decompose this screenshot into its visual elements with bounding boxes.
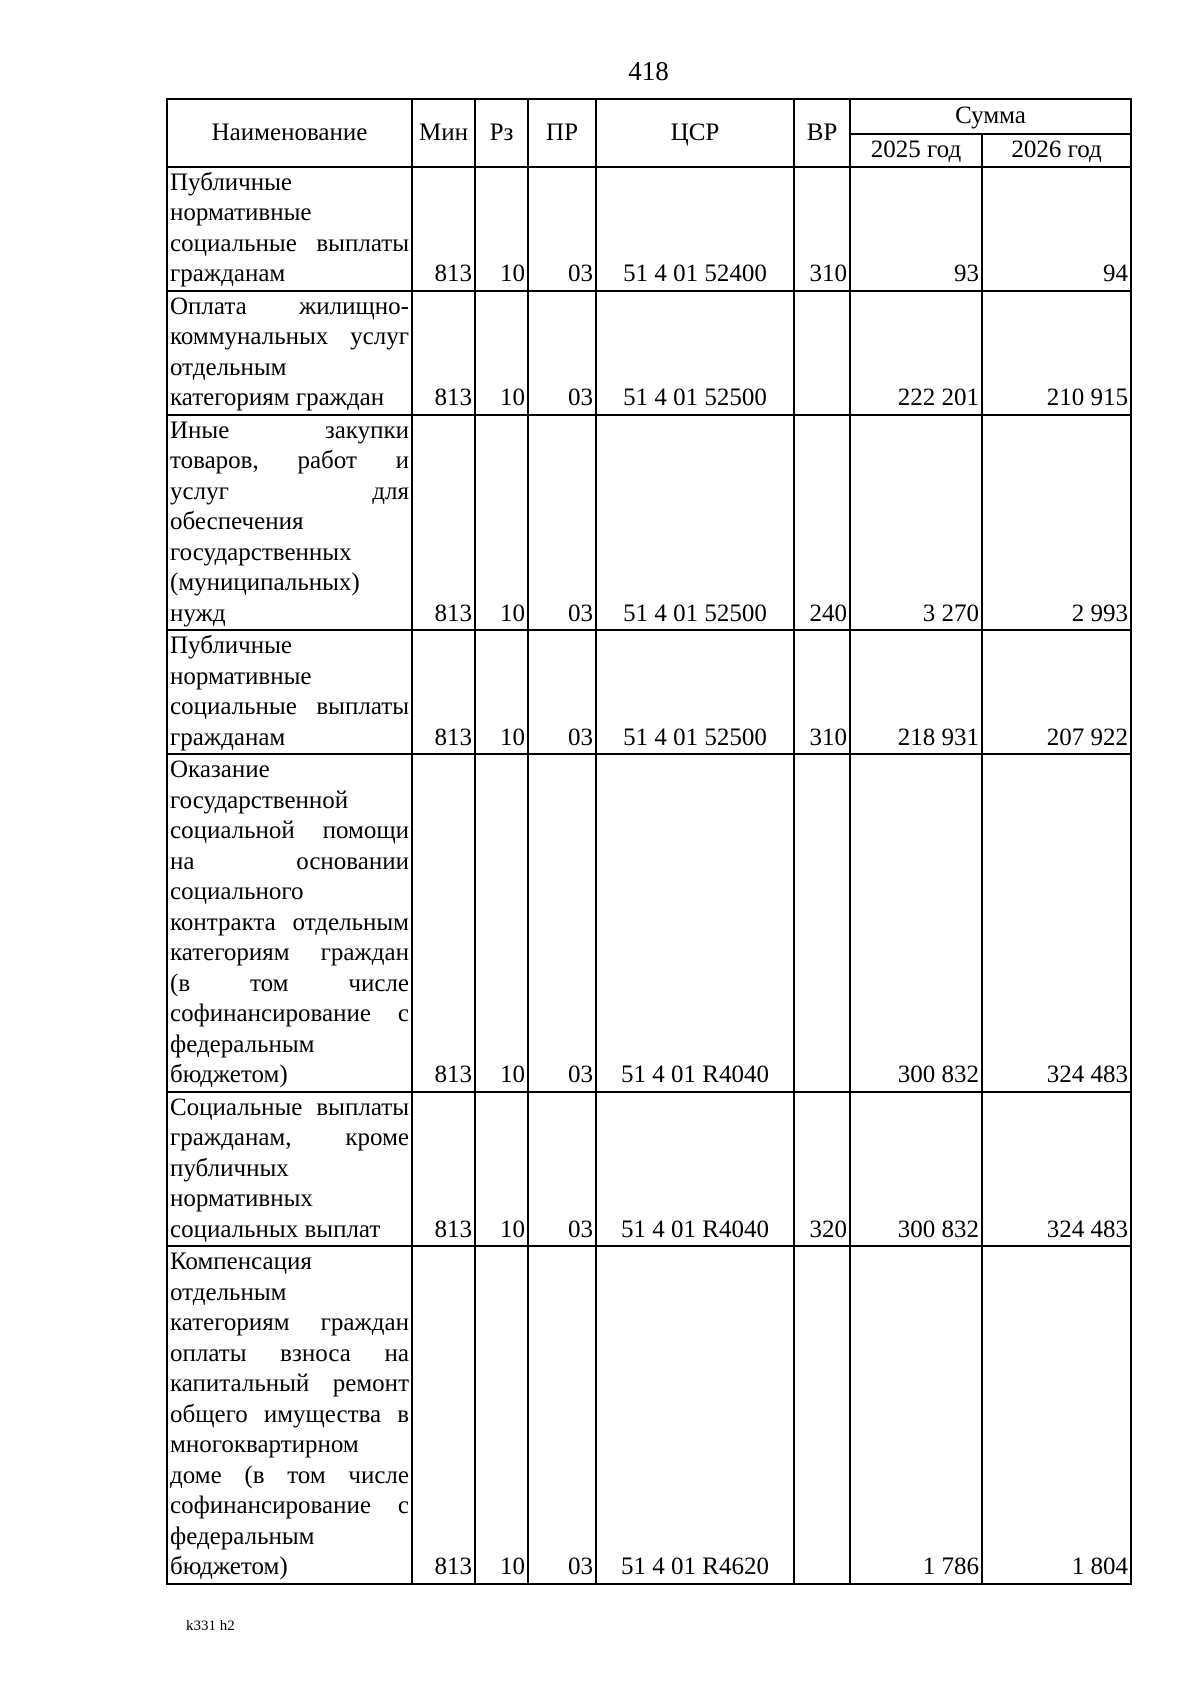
header-sum: Сумма (850, 99, 1131, 134)
row-pr: 03 (528, 630, 596, 754)
footer-code: k331 h2 (186, 1618, 235, 1634)
table-row (167, 1092, 1131, 1247)
row-amount-2025: 300 832 (850, 1092, 982, 1247)
header-min: Мин (412, 99, 475, 167)
page-number: 418 (628, 56, 669, 86)
row-csr: 51 4 01 52500 (596, 291, 794, 415)
row-amount-2025: 3 270 (850, 415, 982, 631)
header-rz: Рз (475, 99, 528, 167)
row-min: 813 (412, 291, 475, 415)
row-min: 813 (412, 630, 475, 754)
row-pr: 03 (528, 291, 596, 415)
row-amount-2025: 222 201 (850, 291, 982, 415)
row-rz: 10 (475, 1092, 528, 1247)
row-min: 813 (412, 1092, 475, 1247)
row-vr: 310 (794, 630, 850, 754)
row-rz: 10 (475, 291, 528, 415)
row-name: Социальные выплаты гражданам, кроме публичных нормативных социальных выплат (167, 1092, 412, 1247)
row-amount-2025: 300 832 (850, 754, 982, 1092)
row-rz: 10 (475, 415, 528, 631)
row-amount-2026: 210 915 (982, 291, 1131, 415)
row-csr: 51 4 01 52400 (596, 167, 794, 291)
table-row (167, 1246, 1131, 1584)
row-vr: 310 (794, 167, 850, 291)
row-amount-2026: 94 (982, 167, 1131, 291)
row-min: 813 (412, 167, 475, 291)
row-amount-2026: 2 993 (982, 415, 1131, 631)
row-amount-2025: 93 (850, 167, 982, 291)
table-row (167, 630, 1131, 754)
header-csr: ЦСР (596, 99, 794, 167)
table-row (167, 291, 1131, 415)
row-csr: 51 4 01 52500 (596, 630, 794, 754)
budget-table (166, 98, 1132, 1585)
header-year-2025: 2025 год (850, 134, 982, 167)
row-vr (794, 291, 850, 415)
row-min: 813 (412, 415, 475, 631)
row-vr (794, 754, 850, 1092)
row-csr: 51 4 01 R4620 (596, 1246, 794, 1584)
row-amount-2026: 1 804 (982, 1246, 1131, 1584)
table-row (167, 415, 1131, 631)
header-name: Наименование (167, 99, 412, 167)
row-vr: 240 (794, 415, 850, 631)
row-amount-2026: 324 483 (982, 754, 1131, 1092)
row-rz: 10 (475, 754, 528, 1092)
row-csr: 51 4 01 R4040 (596, 1092, 794, 1247)
row-pr: 03 (528, 1092, 596, 1247)
row-csr: 51 4 01 52500 (596, 415, 794, 631)
header-year-2026: 2026 год (982, 134, 1131, 167)
row-name: Иные закупки товаров, работ и услуг для обеспечения государственных (муниципальных) нужд (167, 415, 412, 631)
row-amount-2025: 1 786 (850, 1246, 982, 1584)
row-name: Публичные нормативные социальные выплаты гражданам (167, 167, 412, 291)
row-pr: 03 (528, 754, 596, 1092)
row-amount-2026: 324 483 (982, 1092, 1131, 1247)
row-rz: 10 (475, 1246, 528, 1584)
row-vr: 320 (794, 1092, 850, 1247)
header-pr: ПР (528, 99, 596, 167)
row-amount-2025: 218 931 (850, 630, 982, 754)
row-pr: 03 (528, 1246, 596, 1584)
row-name: Компенсация отдельным категориям граждан оплаты взноса на капитальный ремонт общего имущества в многоквартирном доме (в том числе софинансирование с федеральным бюджетом) (167, 1246, 412, 1584)
row-csr: 51 4 01 R4040 (596, 754, 794, 1092)
row-pr: 03 (528, 167, 596, 291)
row-name: Оказание государственной социальной помощи на основании социального контракта отдельным категориям граждан (в том числе софинансирование с федеральным бюджетом) (167, 754, 412, 1092)
table-row (167, 167, 1131, 291)
row-pr: 03 (528, 415, 596, 631)
table-row (167, 754, 1131, 1092)
row-name: Публичные нормативные социальные выплаты гражданам (167, 630, 412, 754)
row-min: 813 (412, 1246, 475, 1584)
row-vr (794, 1246, 850, 1584)
row-min: 813 (412, 754, 475, 1092)
row-rz: 10 (475, 167, 528, 291)
row-rz: 10 (475, 630, 528, 754)
row-name: Оплата жилищно-коммунальных услуг отдельным категориям граждан (167, 291, 412, 415)
header-vr: ВР (794, 99, 850, 167)
row-amount-2026: 207 922 (982, 630, 1131, 754)
